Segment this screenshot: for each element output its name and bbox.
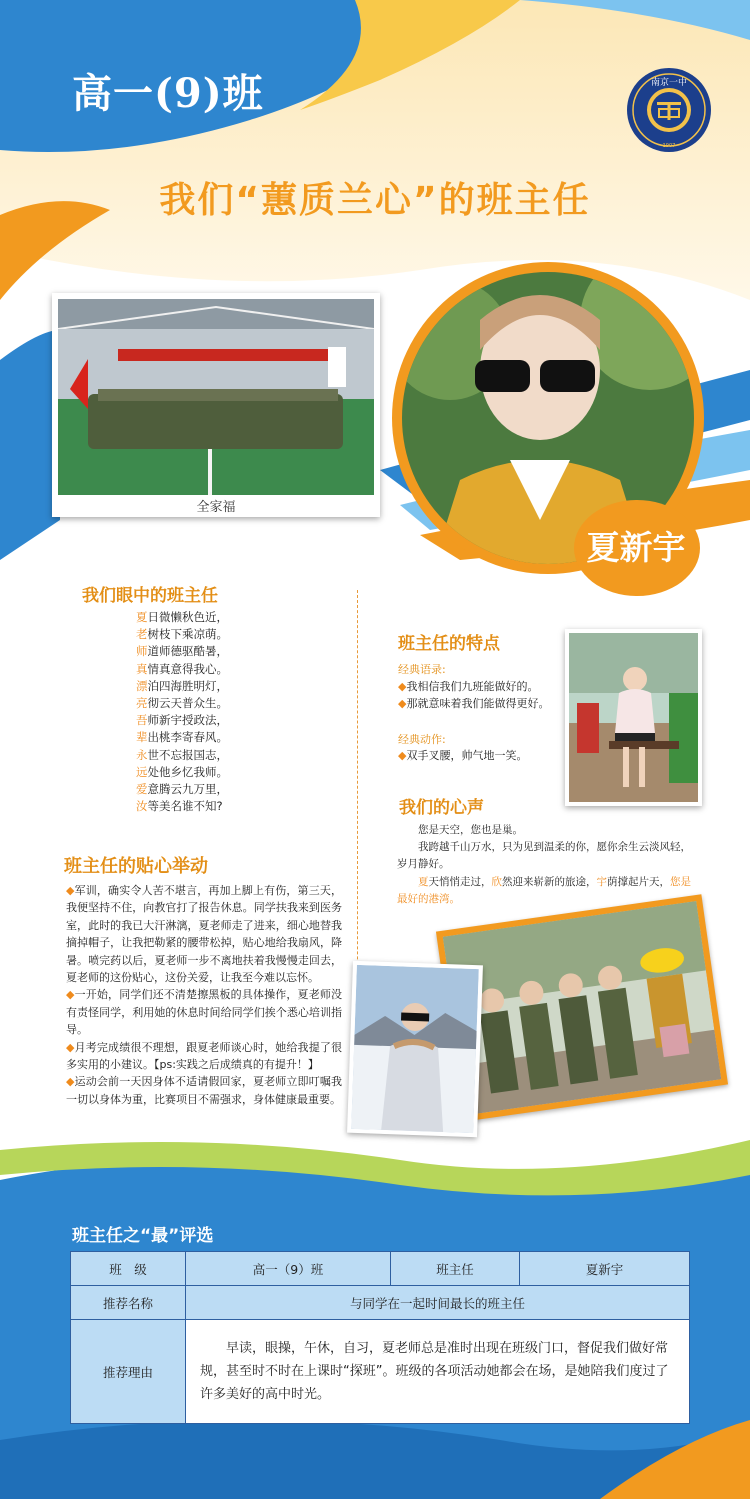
- class-value-cell: 高一（9）班: [186, 1252, 391, 1286]
- poem-acrostic-char: 亮: [136, 696, 148, 711]
- poem-acrostic-char: 夏: [136, 610, 148, 624]
- poem-line: [136, 643, 336, 660]
- group-photo-caption: 全家福: [196, 500, 236, 515]
- act-text: 一开始，同学们还不清楚擦黑板的具体操作，夏老师没有责怪同学，利用她的休息时间给同学们挨个悉心培训指导。: [66, 988, 342, 1037]
- eyes-poem: [136, 609, 336, 815]
- class-label-cell: 班 级: [71, 1252, 186, 1286]
- quote-item: [398, 695, 549, 711]
- diamond-icon: ◆: [66, 988, 75, 1002]
- act-text: 运动会前一天因身体不适请假回家，夏老师立即叮嘱我一切以身体为重，比赛项目不需强求，身体健康最重要。: [66, 1075, 342, 1106]
- voice-text-part: 荫撑起片天，: [607, 875, 670, 888]
- voice-text-part: 然迎来崭新的旅途，: [502, 875, 597, 888]
- poem-line: [136, 626, 336, 643]
- quote-item: [398, 678, 538, 694]
- acts-list: [66, 882, 342, 1108]
- poem-line: [136, 678, 336, 695]
- features-title: 班主任的特点: [398, 634, 500, 654]
- voice-highlight: 您是最好的港湾。: [397, 875, 691, 905]
- quote-text: 那就意味着我们能做得更好。: [406, 697, 550, 710]
- poem-acrostic-char: 永: [136, 747, 148, 762]
- diamond-icon: ◆: [398, 697, 407, 710]
- poem-line: [136, 695, 336, 712]
- eyes-title: 我们眼中的班主任: [82, 586, 218, 606]
- action-item: [398, 747, 527, 763]
- table-row: [71, 1320, 690, 1424]
- poem-text: 彻云天普众生。: [147, 696, 228, 711]
- poem-acrostic-char: 真: [136, 661, 148, 676]
- acts-title: 班主任的贴心举动: [64, 856, 208, 877]
- poem-acrostic-char: 吾: [136, 713, 148, 728]
- poem-text: 泊四海胜明灯，: [147, 678, 228, 693]
- school-logo: [626, 67, 712, 153]
- quote-text: 我相信我们九班能做好的。: [406, 680, 539, 693]
- voice-acrostic: 宇: [596, 875, 607, 888]
- poem-line: [136, 609, 336, 626]
- poem-text: 情真意得我心。: [147, 661, 228, 676]
- quote-label: 经典语录:: [398, 663, 446, 676]
- teacher-photo-bench-card: [565, 629, 702, 806]
- poem-acrostic-char: 漂: [136, 678, 148, 693]
- poem-line: [136, 798, 336, 815]
- teacher-snow-photo-card: [347, 961, 483, 1137]
- voice-line: 您是天空，您也是巢。: [418, 824, 523, 836]
- poem-text: 树枝下乘凉萌。: [147, 627, 228, 642]
- poem-text: 出桃李寄春风。: [147, 730, 228, 745]
- voice-title: 我们的心声: [399, 798, 484, 818]
- group-photo-card: [52, 293, 380, 517]
- table-row: [71, 1252, 690, 1286]
- voice-line: 我跨越千山万水，只为见到温柔的你，愿你余生云淡风轻，岁月静好。: [397, 841, 691, 871]
- act-item: [66, 882, 342, 986]
- headline: 我们“蕙质兰心”的班主任: [159, 180, 591, 221]
- poem-line: [136, 661, 336, 678]
- svg-text:南京一中: 南京一中: [650, 78, 688, 88]
- voice-acrostic: 夏: [418, 875, 429, 888]
- class-title: 高一(9)班: [72, 70, 264, 117]
- action-label: 经典动作:: [398, 733, 446, 746]
- reason-value-cell: 早读，眼操，午休，自习，夏老师总是准时出现在班级门口，督促我们做好常规，甚至时不时在上课时“探班”。班级的各项活动她都会在场，是她陪我们度过了许多美好的高中时光。: [186, 1320, 690, 1424]
- voice-text-part: 天悄悄走过，: [428, 875, 492, 888]
- act-item: [66, 1039, 342, 1074]
- teacher-value-cell: 夏新宇: [520, 1252, 690, 1286]
- action-text: 双手叉腰，帅气地一笑。: [406, 749, 528, 762]
- poem-line: [136, 747, 336, 764]
- poem-acrostic-char: 爱: [136, 782, 148, 797]
- diamond-icon: ◆: [398, 680, 407, 693]
- teacher-photo-bench: [569, 633, 698, 802]
- name-label-cell: 推荐名称: [71, 1286, 186, 1320]
- name-value-cell: 与同学在一起时间最长的班主任: [186, 1286, 690, 1320]
- reason-label-cell: 推荐理由: [71, 1320, 186, 1424]
- voice-acrostic: 欣: [491, 875, 502, 888]
- poem-text: 师新宇授政法，: [147, 713, 228, 728]
- teacher-name: 夏新宇: [586, 528, 686, 567]
- military-training-photo: [443, 901, 722, 1115]
- voice-text: [397, 822, 697, 908]
- act-item: [66, 986, 342, 1038]
- teacher-label-cell: 班主任: [391, 1252, 520, 1286]
- table-row: [71, 1286, 690, 1320]
- teacher-snow-photo: [351, 965, 479, 1133]
- poem-text: 道师德驱酷暑，: [147, 644, 228, 659]
- act-item: [66, 1073, 342, 1108]
- poem-line: [136, 764, 336, 781]
- poem-acrostic-char: 师: [136, 644, 148, 659]
- poem-text: 意腾云九万里，: [147, 782, 228, 797]
- diamond-icon: ◆: [66, 1040, 75, 1054]
- act-text: 月考完成绩很不理想，跟夏老师谈心时，她给我提了很多实用的小建议。【ps:实践之后成绩真的有提升！】: [66, 1040, 342, 1072]
- poem-line: [136, 781, 336, 798]
- poem-line: [136, 729, 336, 746]
- poem-acrostic-char: 远: [136, 764, 148, 779]
- poem-text: 处他乡忆我师。: [147, 764, 228, 779]
- svg-text:1907: 1907: [662, 143, 676, 149]
- poem-acrostic-char: 老: [136, 627, 148, 642]
- diamond-icon: ◆: [66, 1075, 75, 1089]
- group-photo: [58, 299, 374, 495]
- poem-acrostic-char: 辈: [136, 730, 148, 745]
- poem-text: 等美名谁不知?: [147, 799, 223, 814]
- act-text: 军训，确实令人苦不堪言，再加上脚上有伤，第三天，我便坚持不住，向教官打了报告休息。同学扶我来到医务室，此时的我已大汗淋漓，夏老师走了进来，细心地替我摘掉帽子，让我把勒紧的腰带松掉，贴心地给我扇风，降暑。喷完药以后，夏老师一步不离地扶着我慢慢走回去，夏老师的这份贴心，这份关爱，让我至今难以忘怀。: [66, 884, 342, 985]
- award-title: 班主任之“最”评选: [72, 1226, 214, 1246]
- poem-line: [136, 712, 336, 729]
- poem-text: 日微懒秋色近，: [147, 610, 228, 624]
- diamond-icon: ◆: [66, 884, 75, 897]
- diamond-icon: ◆: [398, 749, 407, 762]
- award-table: [70, 1251, 690, 1424]
- poem-text: 世不忘报国志，: [147, 747, 228, 762]
- poem-acrostic-char: 汝: [136, 799, 148, 814]
